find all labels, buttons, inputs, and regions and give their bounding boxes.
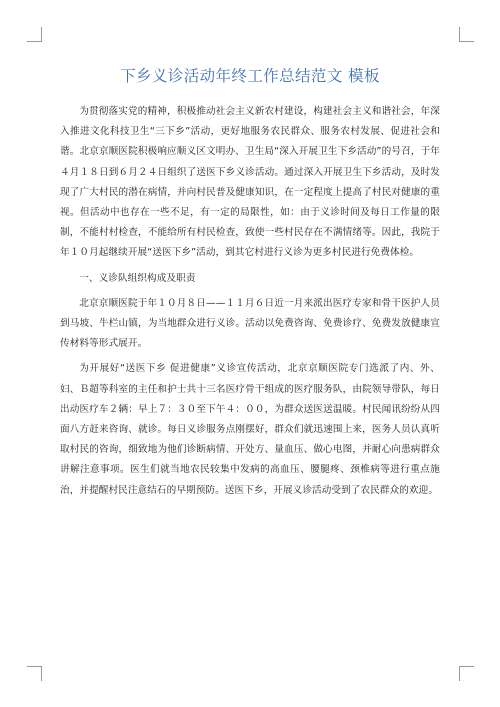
paragraph-intro: 为贯彻落实党的精神，积极推动社会主义新农村建设，构建社会主义和谐社会，年深入推进文化科技卫生“三下乡”活动，更好地服务农民群众、服务农村发展、促进社会和谐。北京京顺医院积极响应顺义区文明办、卫生局“深入开展卫生下乡活动”的号召，于年４月１８日到６月２４日组织了送医下乡义诊活动。通过深入开展卫生下乡活动，及时发现了广大村民的潜在病情，并向村民普及健康知识，在一定程度上提高了村民对健康的重视。但活动中也存在一些不足，有一定的局限性，如：由于义诊时间及每日工作量的限制，不能村村检查，不能给所有村民检查，致使一些村民存在不满情绪等。因此，我院于年１０月起继续开展“送医下乡”活动，到其它村进行义诊为更多村民进行免费体检。 <box>60 106 440 259</box>
document-title: 下乡义诊活动年终工作总结范文 模板 <box>120 67 380 85</box>
page-corner-mark-bottom-right <box>459 666 474 681</box>
page-corner-mark-bottom-left <box>27 666 42 681</box>
section-heading: 一、义诊队组织构成及职责 <box>79 272 196 284</box>
page-corner-mark-top-right <box>459 27 474 42</box>
paragraph-team-dispatch: 北京京顺医院于年１０月８日——１１月６日近一月来派出医疗专家和骨干医护人员到马坡、牛栏山镇，为当地群众进行义诊。活动以免费咨询、免费诊疗、免费发放健康宣传材料等形式展开。 <box>60 297 440 350</box>
paragraph-activity-details: 为开展好“送医下乡 促进健康”义诊宣传活动，北京京顺医院专门选派了内、外、妇、Ｂ超等科室的主任和护士共十三名医疗骨干组成的医疗服务队，由院领导带队，每日出动医疗车２辆：早上７：３０至下午４：００，为群众送医送温暖。村民闻讯纷纷从四面八方赶来咨询、就诊。每日义诊服务点刚摆好，群众们就迅速围上来，医务人员认真听取村民的咨询，细致地为他们诊断病情、开处方、量血压、做心电图，并耐心向患病群众讲解注意事项。医生们就当地农民较集中发病的高血压、腰腿疼、颈椎病等进行重点施治，并提醒村民注意结石的早期预防。送医下乡，开展义诊活动受到了农民群众的欢迎。 <box>60 363 440 496</box>
document-body <box>60 102 440 501</box>
page-corner-mark-top-left <box>27 27 42 42</box>
